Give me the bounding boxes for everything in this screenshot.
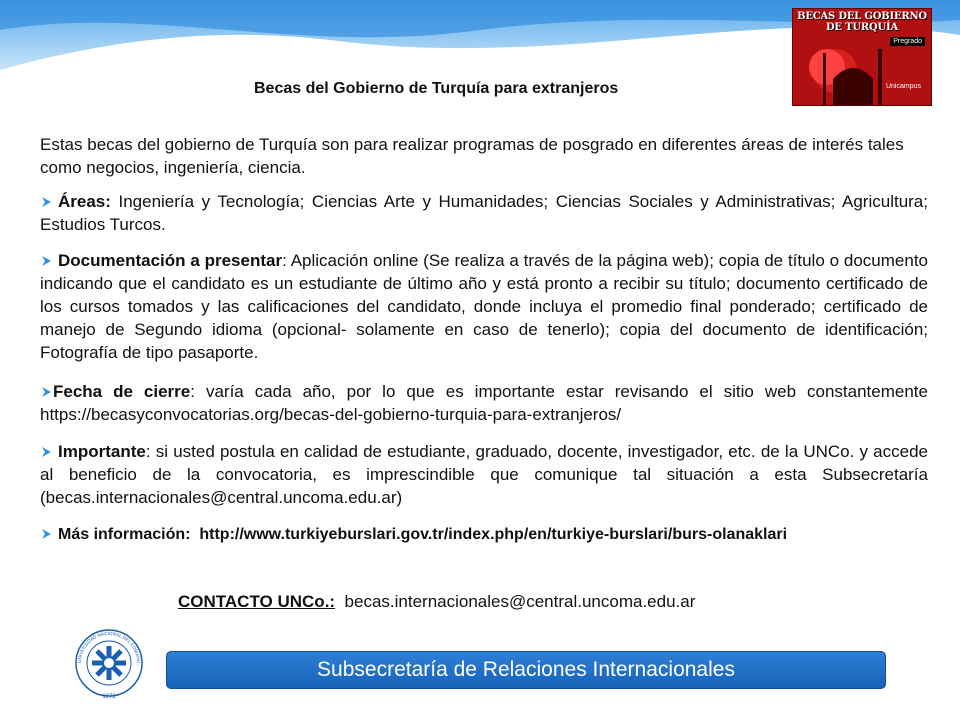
- item-label: Importante: [58, 442, 146, 461]
- seal-year: 1972: [102, 694, 116, 700]
- item-label: Más información:: [58, 526, 191, 543]
- list-item-fecha-cierre: [40, 380, 928, 426]
- item-label: Fecha de cierre: [53, 382, 191, 401]
- contact-line: [178, 592, 695, 612]
- seal-text: UNIVERSIDAD NACIONAL DEL COMAHU: [76, 630, 142, 664]
- thumbnail-logo: Unicampus: [885, 83, 921, 90]
- list-item-areas: [40, 190, 928, 236]
- list-item-documentacion: [40, 249, 928, 364]
- more-info-link[interactable]: http://www.turkiyeburslari.gov.tr/index.php/en/turkiye-burslari/burs-olanaklari: [190, 526, 788, 543]
- scholarship-thumbnail: [792, 8, 932, 106]
- bullet-arrow-icon: [40, 528, 52, 540]
- bullet-arrow-icon: [40, 196, 52, 208]
- item-text: : si usted postula en calidad de estudiante, graduado, docente, investigador, etc. de la UNCo. y accede al beneficio de la convocatoria, es imprescindible que comunique tal situación a esta Subsecretaría (becas.internacionales@central.uncoma.edu.ar): [40, 442, 928, 507]
- item-label: Áreas:: [58, 192, 111, 211]
- list-item-mas-informacion: [40, 523, 928, 546]
- intro-paragraph: Estas becas del gobierno de Turquía son para realizar programas de posgrado en diferentes áreas de interés tales como negocios, ingeniería, ciencia.: [40, 135, 904, 177]
- contact-label: CONTACTO UNCo.:: [178, 592, 336, 611]
- bullet-arrow-icon: [40, 446, 52, 458]
- thumbnail-title: BECAS DEL GOBIERNO DE TURQUÍA: [797, 11, 927, 33]
- bullet-arrow-icon: [40, 386, 52, 398]
- footer-bar: Subsecretaría de Relaciones Internacionales: [166, 651, 886, 689]
- page-title: Becas del Gobierno de Turquía para extranjeros: [254, 80, 619, 97]
- list-item-importante: [40, 440, 928, 509]
- thumbnail-subtitle: Pregrado: [890, 37, 925, 46]
- bullet-arrow-icon: [40, 255, 52, 267]
- university-seal-icon: [74, 628, 144, 700]
- item-text: Ingeniería y Tecnología; Ciencias Arte y Humanidades; Ciencias Sociales y Administrativas; Agricultura; Estudios Turcos.: [40, 192, 928, 234]
- item-text: : varía cada año, por lo que es importante estar revisando el sitio web constantemente https://becasyconvocatorias.org/becas-del-gobierno-turquia-para-extranjeros/: [40, 382, 928, 424]
- item-label: Documentación a presentar: [58, 251, 283, 270]
- contact-email[interactable]: becas.internacionales@central.uncoma.edu.ar: [344, 592, 696, 611]
- item-text: : Aplicación online (Se realiza a través de la página web); copia de título o documento indicando que el candidato es un estudiante de último año y está pronto a recibir su título; documento certificado de los cursos tomados y las calificaciones del candidato, donde incluya el promedio final ponderado; certificado de manejo de Segundo idioma (opcional- solamente en caso de tenerlo); copia del documento de identificación; Fotografía de tipo pasaporte.: [40, 251, 928, 362]
